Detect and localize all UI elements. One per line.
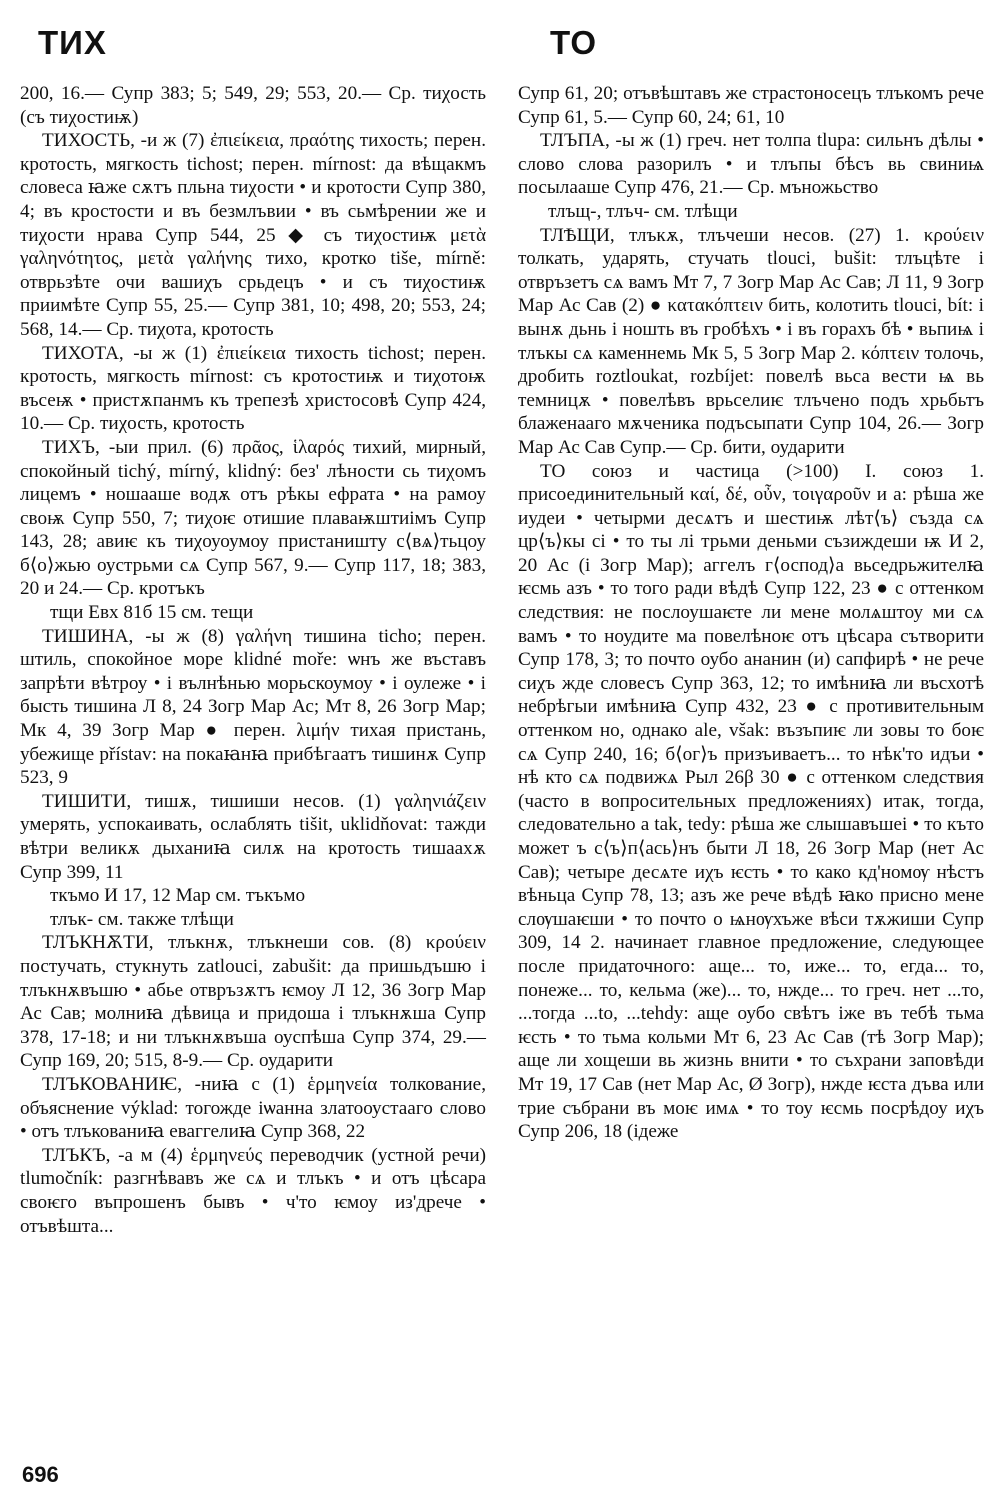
running-head-left: ТИХ [38, 24, 107, 61]
entry-tlak: ТЛЪКЪ, -а м (4) ἑρμηνεύς переводчик (устной речи) tlumočník: разгнѣвавъ же сѧ и тлъкъ • и отъ цѣсара своѥго въпрошенъ бывъ • ч'то ѥмоу из'дрече • отъвѣшта... [20, 1144, 486, 1237]
cross-reference: ткъмо И 17, 12 Мар см. тъкъмо [50, 885, 306, 907]
cross-reference: тщи Евх 81б 15 см. тещи [50, 602, 254, 624]
entry-tleshchi: ТЛѢЩИ, тлъкѫ, тлъчеши несов. (27) 1. κρούειν толкать, ударять, стучать tlouci, bušit: тлъцѣте і отвръзетъ сѧ вамъ Мт 7, 7 Зогр Мар Ас Сав; Л 11, 9 Зогр Мар Ас Сав (2) ● κατακόπτειν бить, колотить tlouci, bít: і вынѫ дьнь і ношть въ гробѣхъ • і въ горахъ бѣ • вьпиѩ і тлъкы сѧ каменнемь Мк 5, 5 Зогр Мар 2. κόπτειν толочь, дробить roztloukat, rozbíjet: повелѣ вьса вести ѩ вь темницѫ • повелѣвъ врьселиѥ тлъчено подъ хрьбьтъ блаженааго мѫченика подъсыпати Супр 104, 26.— Зогр Мар Ас Сав Супр.— Ср. бити, оударити [518, 224, 984, 458]
entry-continuation: Супр 61, 20; отъвѣштавъ же страстоносецъ тлъкомъ рече Супр 61, 5.— Супр 60, 24; 61, 10 [518, 83, 984, 128]
entry-tikhota: ТИХОТА, -ы ж (1) ἐπιείκεια тихость tichost; перен. кротость, мягкость mírnost: съ кротостиѭ и тиχотоѭ въсеѭ • пристѫпанмъ къ трепезѣ христосовѣ Супр 424, 10.— Ср. тиχость, кротость [20, 342, 486, 435]
left-column [20, 82, 486, 1238]
entry-to: ТО союз и частица (>100) I. союз 1. присоединительный καί, δέ, οὖν, τοιγαροῦν и а: рѣша же иудеи • четырми десѧтъ и шестиѭ лѣт⟨ъ⟩ създа сѧ цр⟨ъ⟩кы сі • то ты лі трьми деньми съзиждеши ѭ И 2, 20 Ас (і Зогр Мар); аггелъ г⟨оспод⟩а вьседрьжителꙗ ѥсмь азъ • то того ради вѣдѣ Супр 122, 23 ● с оттенком следствия: не послоушаѥте ли мене молѧштоу ми сѧ вамъ • то ноудите ма повелѣноѥ отъ цѣсара сътворити Супр 178, 3; то почто оубо ананин (и) сапфирѣ • не рече сиχъ жде словесъ Супр 363, 12; то имѣниꙗ ли въсхотѣ небрѣгыи имѣниꙗ Супр 432, 23 ● с противительным оттенком но, однако ale, však: възъпиѥ ли зовы то боѥ сѧ Супр 240, 16; б⟨ог⟩ъ призъиваетъ... то нѣк'то идъи • нѣ кто сѧ подвижѧ Рыл 26β 30 ● с оттенком следствия (часто в вопросительных предложениях) итак, тогда, следовательно a tak, tedy: рѣша же слышавъшеі • то къто может ъ с⟨ъ⟩п⟨ась⟩нъ быти Л 18, 26 Зогр Мар (нет Ас Сав); четыре десѧте иχъ ѥсть • то како кд'номѹ нѣстъ вѣньца Супр 78, 13; азъ же рече вѣдѣ ꙗко присно мене слѹшаѥши • то почто о ѩнѹхъже вѣси тѫжиши Супр 309, 14 2. начинает главное предложение, следующее после придаточного: аще... то, иже... то, егда... то, понеже... то, кельма (же)... то, нжде... то греч. нет ...то, ...тогда ...to, ...tehdy: аще оубо свѣтъ іже въ тебѣ тьма ѥсть • то тьма кольми Мт 6, 23 Ас Сав (тѣ Зогр Мар); аще ли хощеши вь жизнь внити • то съхрани заповѣди Мт 19, 17 Сав (нет Мар Ас, Ø Зогр), нжде ѥста дъва или трие събрани въ моѥ имѧ • то тоу ѥсмь посрѣдоу иχъ Супр 206, 18 (ідеже [518, 460, 984, 1143]
cross-reference: тлъщ-, тлъч- см. тлѣщи [548, 200, 738, 222]
entry-tikhost: ТИХОСТЬ, -и ж (7) ἐπιείκεια, πραότης тихость; перен. кротость, мягкость tichost; перен. mírnost: да вѣщакмъ словеса ꙗже сѫтъ пльна тиχости • и кротости Супр 380, 4; въ кростости и въ безмлъвии • въ сьмѣрении же и тиχости нрава Супр 544, 25 ◆ съ тиχостиѭ μετὰ γαληνότητος, μετὰ γαλήνης тихо, кротко tiše, mírně: отврьзѣте очи вашиχъ срьдецъ • и съ тиχостиѭ приимѣте Супр 55, 25.— Супр 381, 10; 498, 20; 553, 24; 568, 14.— Ср. тиχота, кротость [20, 130, 486, 340]
right-column [518, 82, 984, 1144]
running-head-right: ТО [550, 24, 598, 61]
page-number: 696 [22, 1462, 59, 1487]
cross-reference: тлък- см. также тлѣщи [50, 908, 234, 930]
entry-tlapa: ТЛЪПА, -ы ж (1) греч. нет толпа tlupa: сильнъ дѣлы • слово слова разорилъ • и тлъпы бѣсъ вь свиниѩ посылааше Супр 476, 21.— Ср. мъножьство [518, 130, 984, 199]
entry-tlakovanie: ТЛЪКОВАНИѤ, -ниꙗ с (1) ἑρμηνεία толкование, объяснение výklad: тогожде іѡанна златооустааго слово • отъ тлъкованиꙗ еваггелиꙗ Супр 368, 22 [20, 1073, 486, 1143]
entry-continuation: 200, 16.— Супр 383; 5; 549, 29; 553, 20.— Ср. тиχость (съ тиχостиѭ) [20, 83, 486, 128]
entry-tlaknati: ТЛЪКНѪТИ, тлъкнѫ, тлъкнеши сов. (8) κρούειν постучать, стукнуть zatlouci, zabušit: да пришьдъшю і тлъкнѫвъшю • абье отвръзѫтъ ѥмоу Л 12, 36 Зогр Мар Ас Сав; молниꙗ дѣвица и придоша і тлъкнѫша Супр 378, 17-18; и ни тлъкнѫвъша оуспѣша Супр 374, 29.— Супр 169, 20; 515, 8-9.— Ср. оударити [20, 932, 486, 1072]
entry-tishina: ТИШИНА, -ы ж (8) γαλήνη тишина ticho; перен. штиль, спокойное море klidné moře: ѡнъ же въставъ запрѣти вѣтроу • і вълнѣнью морьскоумоу • і оулеже • і бысть тишина Л 8, 24 Зогр Мар Ас; Мт 8, 26 Зогр Мар; Мк 4, 39 Зогр Мар ● перен. λιμήν тихая пристань, убежище přístav: на покаꙗнꙗ прибѣгаатъ тишинѫ Супр 523, 9 [20, 625, 486, 789]
entry-tikh: ТИХЪ, -ыи прил. (6) πρᾶος, ἱλαρός тихий, мирный, спокойный tichý, mírný, klidný: без' лѣности сь тиχомъ лицемъ • ношааше водѫ отъ рѣкы ефрата • на рамоу своѭ Супр 550, 7; тиχоѥ отишие плаваѭштиімъ Супр 143, 28; авиѥ къ тиχоуоумоу пристаништу с⟨вѧ⟩тьцоу б⟨о⟩жью оустрьми сѧ Супр 567, 9.— Супр 117, 18; 383, 20 и 24.— Ср. кротъкъ [20, 436, 486, 600]
entry-tishiti: ТИШИТИ, тишѫ, тишиши несов. (1) γαληνιάζειν умерять, успокаивать, ослаблять tišit, uklidňovat: тажди вѣтри великѫ дыханиꙗ силѫ на кротость тишаахѫ Супр 399, 11 [20, 790, 486, 883]
